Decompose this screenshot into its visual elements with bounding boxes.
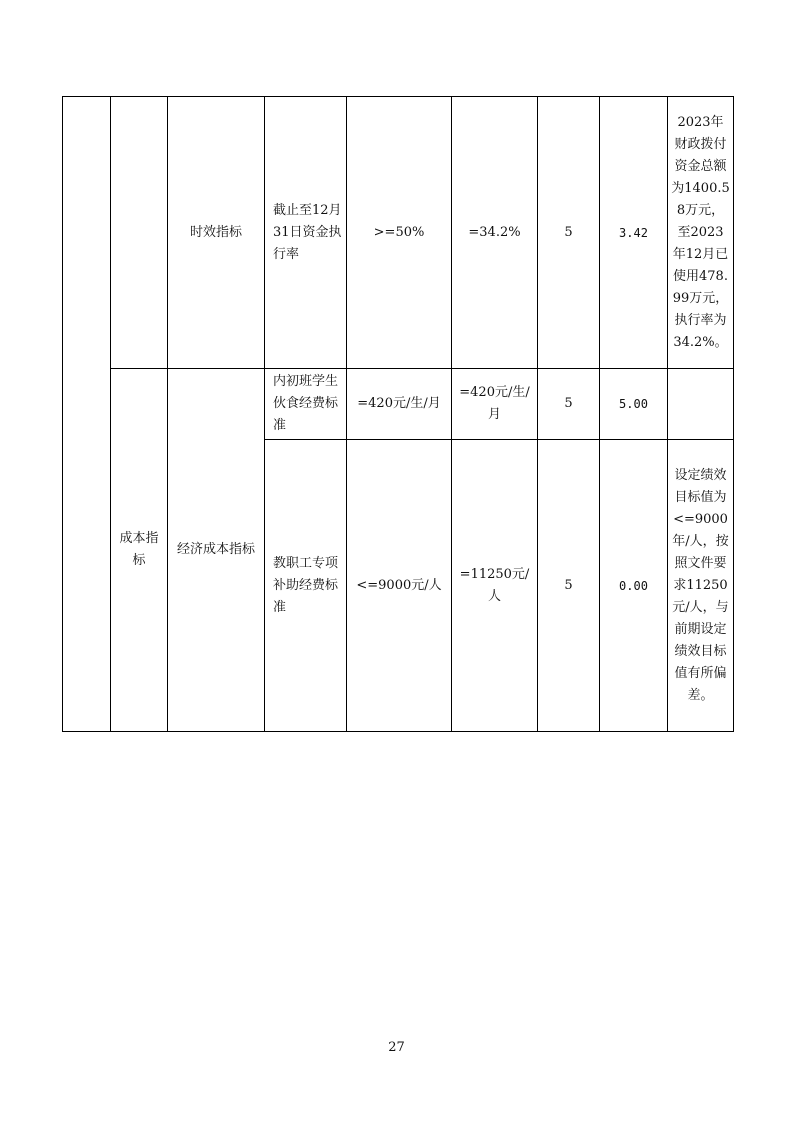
score-cell: 0.00 bbox=[600, 440, 668, 732]
actual-value-cell: =420元/生/月 bbox=[452, 369, 538, 440]
deviation-note-cell bbox=[668, 369, 734, 440]
tertiary-indicator-cell: 时效指标 bbox=[168, 97, 265, 369]
deviation-note-cell: 2023年财政拨付资金总额为1400.58万元，至2023年12月已使用478.99万元，执行率为34.2%。 bbox=[668, 97, 734, 369]
target-value-cell: <=9000元/人 bbox=[347, 440, 452, 732]
secondary-indicator-cell: 成本指标 bbox=[111, 369, 168, 732]
score-cell: 3.42 bbox=[600, 97, 668, 369]
actual-value-cell: =34.2% bbox=[452, 97, 538, 369]
deviation-note-cell: 设定绩效目标值为<=9000年/人，按照文件要求11250元/人，与前期设定绩效目标值有所偏差。 bbox=[668, 440, 734, 732]
indicator-name-cell: 内初班学生伙食经费标准 bbox=[265, 369, 347, 440]
indicator-name-cell: 截止至12月31日资金执行率 bbox=[265, 97, 347, 369]
tertiary-indicator-cell: 经济成本指标 bbox=[168, 369, 265, 732]
primary-indicator-cell bbox=[63, 97, 111, 732]
indicator-name-cell: 教职工专项补助经费标准 bbox=[265, 440, 347, 732]
page-number: 27 bbox=[388, 1040, 405, 1055]
score-cell: 5.00 bbox=[600, 369, 668, 440]
target-value-cell: =420元/生/月 bbox=[347, 369, 452, 440]
weight-cell: 5 bbox=[538, 369, 600, 440]
actual-value-cell: =11250元/人 bbox=[452, 440, 538, 732]
performance-table bbox=[62, 96, 734, 732]
target-value-cell: >=50% bbox=[347, 97, 452, 369]
table-row-meal-standard bbox=[63, 369, 734, 440]
weight-cell: 5 bbox=[538, 440, 600, 732]
table-row-timeliness bbox=[63, 97, 734, 369]
weight-cell: 5 bbox=[538, 97, 600, 369]
secondary-indicator-cell bbox=[111, 97, 168, 369]
